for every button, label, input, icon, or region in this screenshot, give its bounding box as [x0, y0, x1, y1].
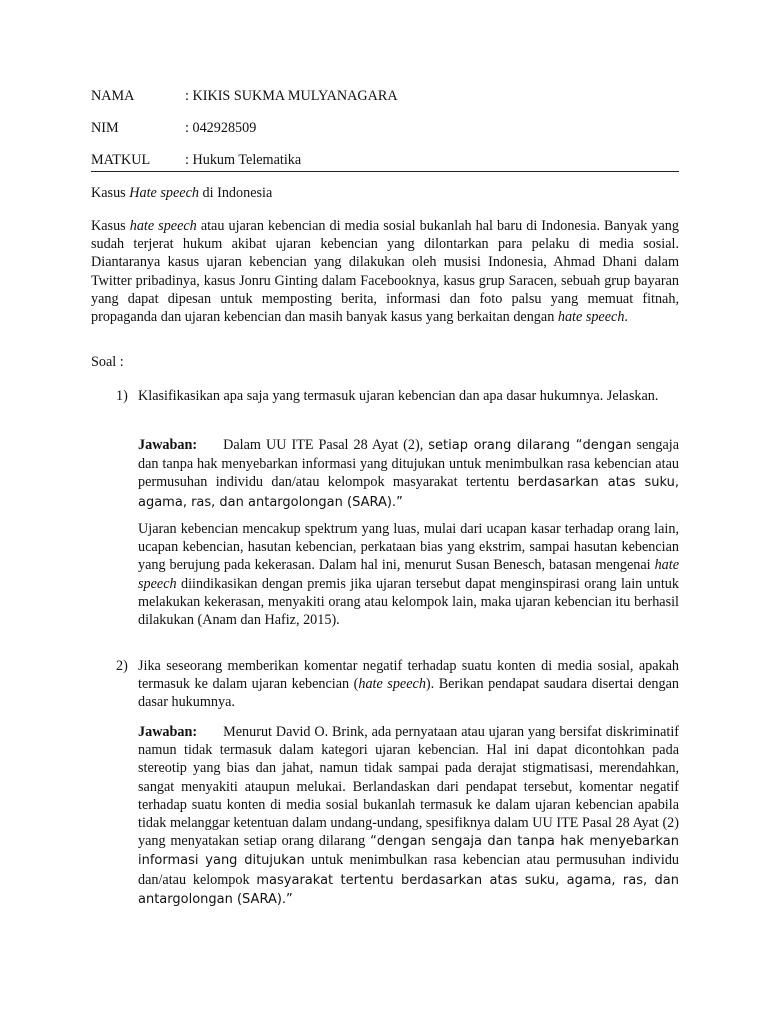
case-title — [91, 184, 679, 202]
answer-1-p1-quote-b: berdasarkan atas suku, agama, ras, dan antargolongan (SARA).” — [138, 475, 679, 510]
answer-2-text-a: Menurut David O. Brink, ada pernyataan atau ujaran yang bersifat diskriminatif namun tidak termasuk dalam kategori ujaran kebencian. Hal ini dapat dicontohkan pada stereotip yang bias dan jahat, namun tidak sampai pada derajat stigmatisasi, merendahkan, sangat menyakiti ataupun melukai. Berlandaskan dari pendapat tersebut, komentar negatif terhadap suatu konten di media sosial bukanlah termasuk ke dalam ujaran kebencian apabila tidak melanggar ketentuan dalam undang-undang, spesifiknya dalam UU ITE Pasal 28 Ayat (2) yang menyatakan setiap orang dilarang — [138, 724, 679, 850]
answer-1-p1-text-b: sengaja dan tanpa hak menyebarkan informasi yang ditujukan untuk menimbulkan rasa kebencian atau permusuhan individu dan/atau kelompok masyarakat tertentu — [138, 437, 680, 491]
question-2-text-b: ). Berikan pendapat saudara disertai dengan dasar hukumnya. — [138, 676, 679, 711]
question-1-text: Klasifikasikan apa saja yang termasuk ujaran kebencian dan apa dasar hukumnya. Jelaskan. — [138, 388, 659, 404]
answer-1-p2-text-a: Ujaran kebencian mencakup spektrum yang luas, mulai dari ucapan kasar terhadap orang lain, ucapan kebencian, hasutan kebencian, perkataan bias yang ekstrim, sampai hasutan kebencian yang berujung pada kekerasan. Dalam hal ini, menurut Susan Benesch, batasan mengenai — [138, 521, 679, 574]
nama-value: : KIKIS SUKMA MULYANAGARA — [185, 88, 398, 104]
answer-2-label: Jawaban: — [138, 724, 198, 740]
case-paragraph — [91, 217, 679, 326]
header-nama-row — [91, 87, 681, 105]
answer-2-text-b: untuk menimbulkan rasa kebencian atau permusuhan individu dan/atau kelompok — [138, 852, 680, 888]
case-body-emphasis1: hate speech — [129, 218, 197, 234]
answer-1-p1-text-a: Dalam UU ITE Pasal 28 Ayat (2), — [223, 437, 429, 453]
answer-1-label: Jawaban: — [138, 437, 198, 453]
soal-label: Soal : — [91, 354, 124, 370]
answer-1-p1-quote-a: setiap orang dilarang “dengan — [428, 438, 632, 453]
nama-label: NAMA — [91, 88, 135, 104]
case-body-part3: . — [624, 309, 628, 326]
header-matkul-row — [91, 151, 681, 169]
nim-value: : 042928509 — [185, 120, 257, 136]
nim-label: NIM — [91, 120, 119, 136]
matkul-label: MATKUL — [91, 152, 151, 168]
case-body-part1: Kasus — [91, 218, 130, 234]
header-divider — [91, 171, 679, 172]
case-body-emphasis2: hate speech — [557, 309, 625, 326]
answer-2-quote-b: masyarakat tertentu berdasarkan atas suku, agama, ras, dan antargolongan (SARA).” — [138, 872, 679, 907]
answer-1-paragraph-1 — [138, 436, 679, 512]
answer-1-paragraph-2 — [138, 520, 679, 629]
answer-2-paragraph — [138, 723, 679, 909]
answer-1-p2-emphasis: hate speech — [138, 557, 679, 592]
question-2-emphasis: hate speech — [358, 676, 426, 693]
question-2-text — [138, 657, 679, 712]
matkul-value: : Hukum Telematika — [185, 152, 302, 168]
answer-2-quote-a: “dengan sengaja dan tanpa hak menyebarkan informasi yang ditujukan — [138, 834, 679, 869]
question-2-text-a: Jika seseorang memberikan komentar negatif terhadap suatu konten di media sosial, apakah termasuk ke dalam ujaran kebencian ( — [138, 658, 679, 693]
case-title-pre: Kasus — [91, 185, 130, 201]
case-title-post: di Indonesia — [198, 185, 273, 201]
question-1-number: 1) — [116, 388, 128, 404]
case-body-part2: atau ujaran kebencian di media sosial bukanlah hal baru di Indonesia. Banyak yang sudah terjerat hukum akibat ujaran kebencian yang dilontarkan para pelaku di media sosial. Diantaranya kasus ujaran kebencian yang dilakukan oleh musisi Indonesia, Ahmad Dhani dalam Twitter pribadinya, kasus Jonru Ginting dalam Facebooknya, kasus grup Saracen, sebuah grup bayaran yang dapat dipesan untuk memposting berita, informasi dan foto palsu yang memuat fitnah, propaganda dan ujaran kebencian dan masih banyak kasus yang berkaitan dengan — [91, 218, 679, 326]
question-2-number: 2) — [116, 658, 128, 674]
case-title-emphasis: Hate speech — [129, 185, 199, 201]
header-nim-row — [91, 119, 681, 137]
answer-1-p2-text-b: diindikasikan dengan premis jika ujaran tersebut dapat menginspirasi orang lain untuk melakukan kekerasan, menyakiti orang atau kelompok lain, maka ujaran kebencian itu berhasil dilakukan (Anam dan Hafiz, 2015). — [138, 575, 679, 629]
